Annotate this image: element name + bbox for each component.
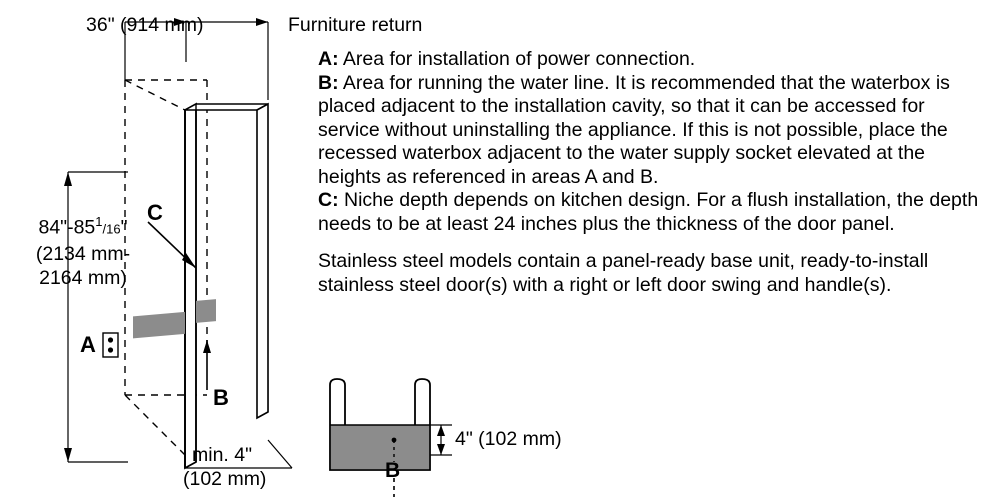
label-waterbox-marker-b: B bbox=[385, 459, 401, 482]
outlet-icon-hole-bottom bbox=[108, 347, 113, 352]
cabinet-top-face bbox=[185, 104, 268, 110]
height-dim-mm-line2: 2164 mm) bbox=[39, 266, 127, 289]
arrowhead-right bbox=[256, 18, 268, 26]
niche-depth-edge-top bbox=[125, 80, 185, 110]
marker-b: B bbox=[213, 385, 229, 410]
arrowhead-height-top bbox=[64, 172, 72, 186]
label-width-dimension: 36" (914 mm) bbox=[86, 14, 204, 36]
marker-c: C bbox=[147, 200, 163, 225]
zone-b-shaded bbox=[196, 299, 216, 323]
label-min-depth-line1: min. 4" bbox=[192, 444, 253, 466]
note-b-text: Area for running the water line. It is recommended that the waterbox is placed adjacent to the installation cavity, so that it can be accessed for service without uninstalling the appliance. If this is not possible, place the recessed waterbox adjacent to the water supply socket elevated at the heights as referenced in areas A and B. bbox=[318, 71, 950, 188]
height-dim-inch-mark: " bbox=[120, 216, 128, 239]
furniture-return-panel bbox=[257, 104, 268, 418]
waterbox-shaded-area bbox=[331, 425, 429, 469]
note-paragraph: Stainless steel models contain a panel-ready base unit, ready-to-install stainless steel door(s) with a right or left door swing and handle(s). bbox=[318, 250, 929, 296]
arrowhead-waterbox-bottom bbox=[437, 444, 445, 455]
note-a bbox=[318, 48, 990, 72]
label-height-dimension: $84"-85^1/16$" (2134 mm- 2164 mm) bbox=[8, 210, 158, 290]
marker-a: A bbox=[80, 332, 96, 357]
dim-slash-min-depth bbox=[268, 440, 292, 468]
note-c-label: C: bbox=[318, 189, 339, 211]
notes-spacer bbox=[318, 236, 990, 250]
waterbox-hook-left bbox=[330, 379, 345, 385]
label-furniture-return: Furniture return bbox=[288, 14, 423, 36]
zone-a-shaded bbox=[133, 312, 185, 339]
arrowhead-waterbox-top bbox=[437, 425, 445, 436]
label-min-depth-line2: (102 mm) bbox=[183, 468, 267, 490]
outlet-icon-body bbox=[103, 333, 118, 357]
waterbox-b-point bbox=[392, 438, 397, 443]
note-b bbox=[318, 72, 990, 190]
niche-depth-edge-bottom bbox=[125, 395, 185, 455]
height-dim-main: 84"-85 bbox=[38, 216, 96, 239]
height-dim-frac-denominator: 16 bbox=[106, 221, 121, 237]
height-dim-frac-numerator: 1 bbox=[95, 214, 103, 229]
note-b-label: B: bbox=[318, 71, 339, 94]
outlet-icon-hole-top bbox=[108, 337, 113, 342]
note-c-text: Niche depth depends on kitchen design. For a flush installation, the depth needs to be at least 24 inches plus the thickness of the door panel. bbox=[318, 189, 979, 235]
door-panel-left bbox=[185, 104, 196, 468]
note-a-text: Area for installation of power connection. bbox=[338, 48, 696, 70]
height-dim-mm-line1: (2134 mm- bbox=[35, 242, 131, 265]
arrowhead-height-bottom bbox=[64, 448, 72, 462]
notes-block bbox=[318, 48, 990, 297]
note-a-label: A: bbox=[318, 48, 339, 70]
waterbox-hook-right bbox=[415, 379, 430, 385]
arrowhead-b bbox=[203, 340, 211, 353]
label-waterbox-dimension: 4" (102 mm) bbox=[455, 428, 562, 450]
note-c bbox=[318, 189, 990, 236]
